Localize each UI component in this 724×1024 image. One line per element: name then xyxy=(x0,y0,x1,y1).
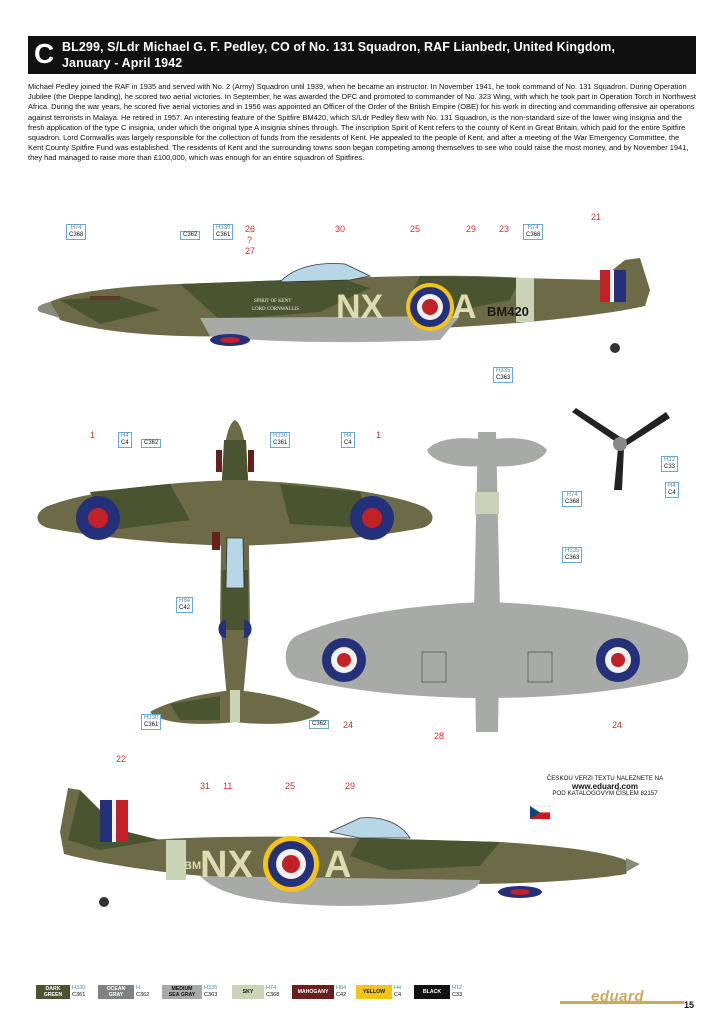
swatch-dark-green: DARK GREEN H330 C361 xyxy=(36,985,94,999)
profile-title-line1: BL299, S/Ldr Michael G. F. Pedley, CO of No. 131 Squadron, RAF Lianbedr, United Kingdom, xyxy=(62,40,616,54)
color-legend xyxy=(36,985,496,999)
num-28: 28 xyxy=(434,731,445,741)
czech-note-line1: ČESKOU VERZI TEXTU NALEZNETE NA xyxy=(546,775,664,782)
num-24-a: 24 xyxy=(343,720,354,730)
swatch-ocean-gray: OCEAN GRAY H C362 xyxy=(98,985,158,999)
czech-note-url[interactable]: www.eduard.com xyxy=(572,781,638,791)
callout-h4-c4-c: H4 C4 xyxy=(665,482,679,498)
callout-c362-a: C362 xyxy=(180,231,200,240)
num-25-a: 25 xyxy=(410,224,421,234)
num-29-b: 29 xyxy=(345,781,356,791)
swatch-medium-sea-gray: MEDIUM SEA GRAY H335 C363 xyxy=(162,985,228,999)
callout-h84-c42: H84 C42 xyxy=(176,597,193,613)
serial-top: BM420 xyxy=(487,304,529,319)
swatch-black: BLACK H12 C33 xyxy=(414,985,474,999)
profile-title xyxy=(62,39,615,71)
eduard-logo: eduard xyxy=(591,988,645,1005)
num-30: 30 xyxy=(335,224,346,234)
nose-art-line2: LORD CORNWALLIS xyxy=(252,307,300,312)
num-1-b: 1 xyxy=(376,430,382,440)
swatch-sky: SKY H74 C368 xyxy=(232,985,288,999)
num-29-a: 29 xyxy=(466,224,477,234)
callout-h74-c368-c: H74 C368 xyxy=(562,491,582,507)
callout-h74-c368-a: H74 C368 xyxy=(66,224,86,240)
callout-h335-c363-b: H335 C363 xyxy=(562,547,582,563)
swatch-yellow: YELLOW H4 C4 xyxy=(356,985,414,999)
czech-note xyxy=(535,775,675,798)
num-25-b: 25 xyxy=(285,781,296,791)
num-11: 11 xyxy=(223,781,233,791)
propeller-view xyxy=(566,402,676,492)
page-number: 15 xyxy=(684,1000,695,1010)
swatch-mahogany: MAHOGANY H84 C42 xyxy=(292,985,358,999)
czech-flag-icon xyxy=(530,806,550,819)
num-22: 22 xyxy=(116,754,127,764)
callout-h74-c368-b: H74 C368 xyxy=(523,224,543,240)
num-21: 21 xyxy=(591,212,602,222)
num-23: 23 xyxy=(499,224,510,234)
callout-c362-c: C362 xyxy=(309,720,329,729)
profile-title-line2: January - April 1942 xyxy=(62,56,183,70)
serial-bottom: BM xyxy=(184,860,202,872)
callout-h4-c4-b: H4 C4 xyxy=(341,432,355,448)
canopy-right xyxy=(330,818,410,838)
callout-h12-c33: H12 C33 xyxy=(661,456,678,472)
nose-art-line1: SPIRIT OF KENT xyxy=(254,299,292,304)
callout-h4-c4-a: H4 C4 xyxy=(118,432,132,448)
fin-flash-right xyxy=(100,800,112,842)
code-a-top: A xyxy=(452,288,477,326)
czech-note-line2: POD KATALOGOVÝM ČÍSLEM 82157 xyxy=(552,790,658,797)
code-a-bottom: A xyxy=(324,844,352,886)
num-31: 31 xyxy=(200,781,211,791)
code-nx-bottom: NX xyxy=(200,844,253,886)
callout-c362-b: C362 xyxy=(141,439,161,448)
num-27: 27 xyxy=(245,246,256,256)
callout-h335-c363-a: H335 C363 xyxy=(493,367,513,383)
num-question: ? xyxy=(247,235,253,245)
num-26: 26 xyxy=(245,224,256,234)
sky-band-right xyxy=(166,840,186,880)
num-24-b: 24 xyxy=(612,720,623,730)
callout-h330-c361-a: H330 C361 xyxy=(213,224,233,240)
profile-header xyxy=(28,36,696,74)
fin-flash-left xyxy=(600,270,610,302)
callout-h330-c361-b: H330 C361 xyxy=(270,432,290,448)
callout-h330-c361-c: H330 C361 xyxy=(141,714,161,730)
num-1-a: 1 xyxy=(90,430,96,440)
code-nx-top: NX xyxy=(336,288,384,326)
profile-letter: C xyxy=(34,38,55,69)
intro-text: Michael Pedley joined the RAF in 1935 and served with No. 2 (Army) Squadron until 1939, when he became an instructor. In November 1941, he took command of No. 131 Squadron. During Operation Jubilee (the Dieppe landing), he scored two aerial victories. In September, he was awarded the DFC and promoted to commander of No. 323 Wing, with which he took part in Operation Torch in Northwest Africa. During the war years, he scored five aerial victories and in 1956 was appointed an Officer of the Order of the British Empire (OBE) for his work in directing and commanding offensive air operations against terrorists in Malaya. He retired in 1957. An interesting feature of the Spitfire BM420, which S/Ldr Pedley flew with No. 131 Squadron, is the non-standard size of the lower wing insignia and the fresh application of the type C insignia, under which the original type A insignia shines through. The inscription Spirit of Kent refers to the county of Kent in Great Britain, which paid for the entire Spitfire squadron. Lord Cornwallis was largely responsible for the collection of funds from the residents of Kent. He appealed to the people of Kent, and after a meeting of the War Emergency Committee, the Kent County Spitfire Fund was established. The residents of Kent and the surrounding towns soon began competing among themselves to see who could raise the most money, and by November 1941, they had managed to raise more than £100,000, which was enough for an entire squadron of Spitfires. xyxy=(28,82,696,163)
